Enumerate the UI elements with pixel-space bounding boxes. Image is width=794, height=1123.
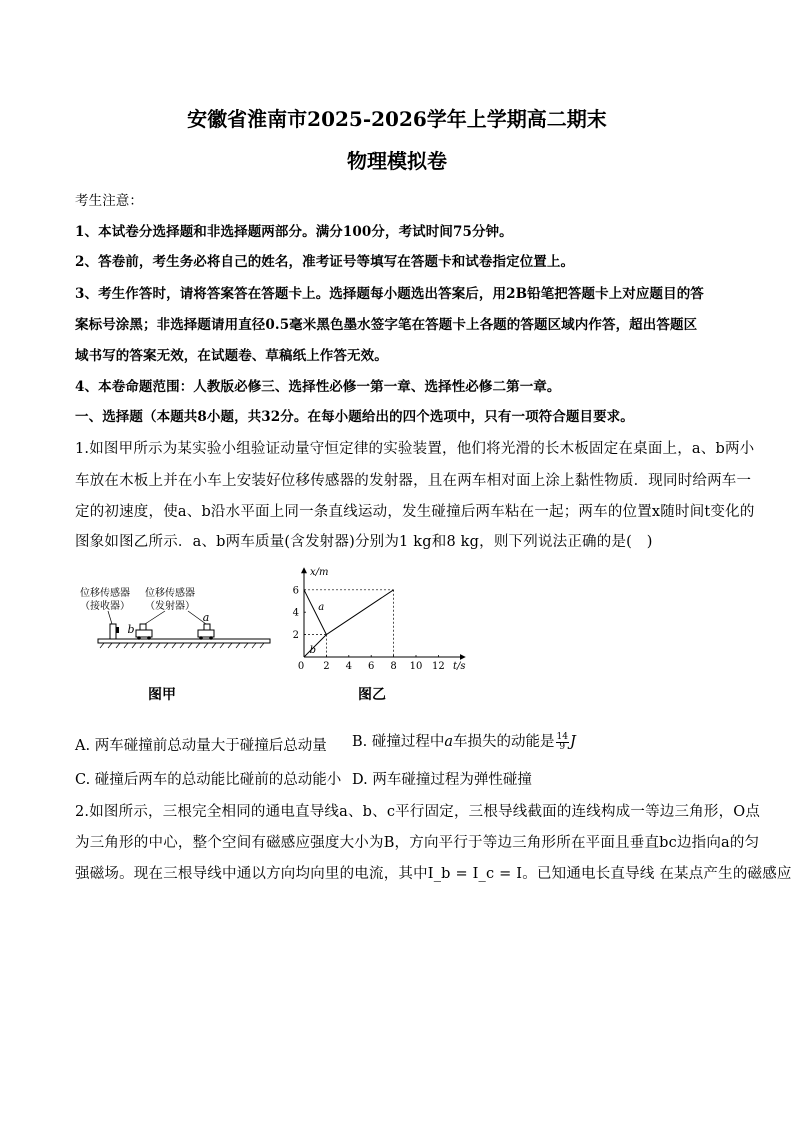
q2-text-line: 为三角形的中心，整个空间有磁感应强度大小为B，方向平行于等边三角形所在平面且垂直bc边指向a的匀: [75, 835, 760, 851]
emitter-label-1: 位移传感器: [145, 588, 195, 599]
q1-text-line: 定的初速度，使a、b沿水平面上同一条直线运动，发生碰撞后两车粘在一起；两车的位置x随时间t变化的: [75, 504, 755, 520]
table-hatching: [100, 643, 264, 648]
long-board: [98, 639, 270, 643]
option-b-unit: J: [569, 734, 576, 750]
cart-a: [198, 624, 214, 640]
emitter-label-2: （发射器）: [145, 601, 195, 612]
cart-b-label: b: [127, 623, 135, 636]
notice-item: 1、本试卷分选择题和非选择题两部分。满分100分，考试时间75分钟。: [75, 224, 513, 240]
cart-a-label: a: [202, 611, 210, 624]
y-tick-label: 2: [292, 630, 299, 642]
series-label-b: b: [309, 644, 317, 656]
series-line-combined: [326, 590, 393, 635]
x-tick-label: 12: [432, 661, 445, 672]
notice-heading: 考生注意：: [75, 193, 143, 209]
xt-graph: [285, 563, 475, 678]
section-heading: 一、选择题（本题共8小题，共32分。在每小题给出的四个选项中，只有一项符合题目要求。: [75, 409, 634, 425]
option-b-mid: 车损失的动能是: [453, 734, 555, 750]
x-tick-label: 8: [390, 661, 397, 672]
series-label-a: a: [318, 601, 325, 613]
figure-apparatus: [70, 580, 280, 660]
x-tick-label: 4: [345, 661, 352, 672]
option-b-fraction: [556, 733, 569, 752]
q1-text-line: 车放在木板上并在小车上安装好位移传感器的发射器，且在两车相对面上涂上黏性物质．现同时给两车一: [75, 473, 752, 489]
exam-subtitle: 物理模拟卷: [347, 149, 447, 173]
cart-b: [136, 624, 152, 640]
notice-item: 2、答卷前，考生务必将自己的姓名，准考证号等填写在答题卡和试卷指定位置上。: [75, 254, 575, 270]
receiver-label-2: （接收器）: [80, 601, 130, 612]
q1-text-line: 1.如图甲所示为某实验小组验证动量守恒定律的实验装置，他们将光滑的长木板固定在桌面上，a、b两小: [75, 441, 755, 457]
receiver-sensor: [108, 624, 119, 639]
exam-title: 安徽省淮南市2025-2026学年上学期高二期末: [187, 107, 607, 131]
q2-text-line: 强磁场。现在三根导线中通以方向均向里的电流，其中I_b = I_c = I。已知通电长直导线 在某点产生的磁感应: [75, 866, 792, 882]
origin-label: 0: [297, 661, 305, 672]
notice-item: 域书写的答案无效，在试题卷、草稿纸上作答无效。: [75, 348, 388, 364]
notice-item: 3、考生作答时，请将答案答在答题卡上。选择题每小题选出答案后，用2B铅笔把答题卡上对应题目的答: [75, 286, 704, 302]
option-b-prefix: B. 碰撞过程中: [352, 734, 445, 750]
x-tick-label: 10: [409, 661, 423, 672]
x-axis-label: t/s: [453, 661, 466, 672]
y-tick-label: 4: [292, 607, 299, 619]
q1-text-line: 图象如图乙所示．a、b两车质量(含发射器)分别为1 kg和8 kg，则下列说法正确的是( ): [75, 534, 653, 550]
notice-item: 4、本卷命题范围：人教版必修三、选择性必修一第一章、选择性必修二第一章。: [75, 379, 561, 395]
q1-option-a[interactable]: A. 两车碰撞前总动量大于碰撞后总动量: [75, 738, 327, 754]
y-axis-label: x/m: [310, 567, 329, 578]
q1-option-d[interactable]: D. 两车碰撞过程为弹性碰撞: [352, 772, 532, 788]
notice-item: 案标号涂黑；非选择题请用直径0.5毫米黑色墨水签字笔在答题卡上各题的答题区域内作答，超出答题区: [75, 317, 698, 333]
y-tick-label: 6: [292, 585, 299, 597]
receiver-label-1: 位移传感器: [80, 588, 130, 599]
x-tick-label: 2: [323, 661, 330, 672]
option-b-var: a: [444, 734, 454, 750]
q1-option-c[interactable]: C. 碰撞后两车的总动能比碰前的总动能小: [75, 772, 342, 788]
x-tick-label: 6: [368, 661, 375, 672]
figure-a-caption: 图甲: [148, 687, 176, 703]
figure-b-caption: 图乙: [358, 687, 386, 703]
q2-text-line: 2.如图所示，三根完全相同的通电直导线a、b、c平行固定，三根导线截面的连线构成一等边三角形，O点: [75, 804, 761, 820]
option-b-numerator: 14: [556, 731, 568, 742]
q1-option-b[interactable]: [352, 730, 576, 752]
option-b-denominator: 9: [559, 741, 566, 752]
